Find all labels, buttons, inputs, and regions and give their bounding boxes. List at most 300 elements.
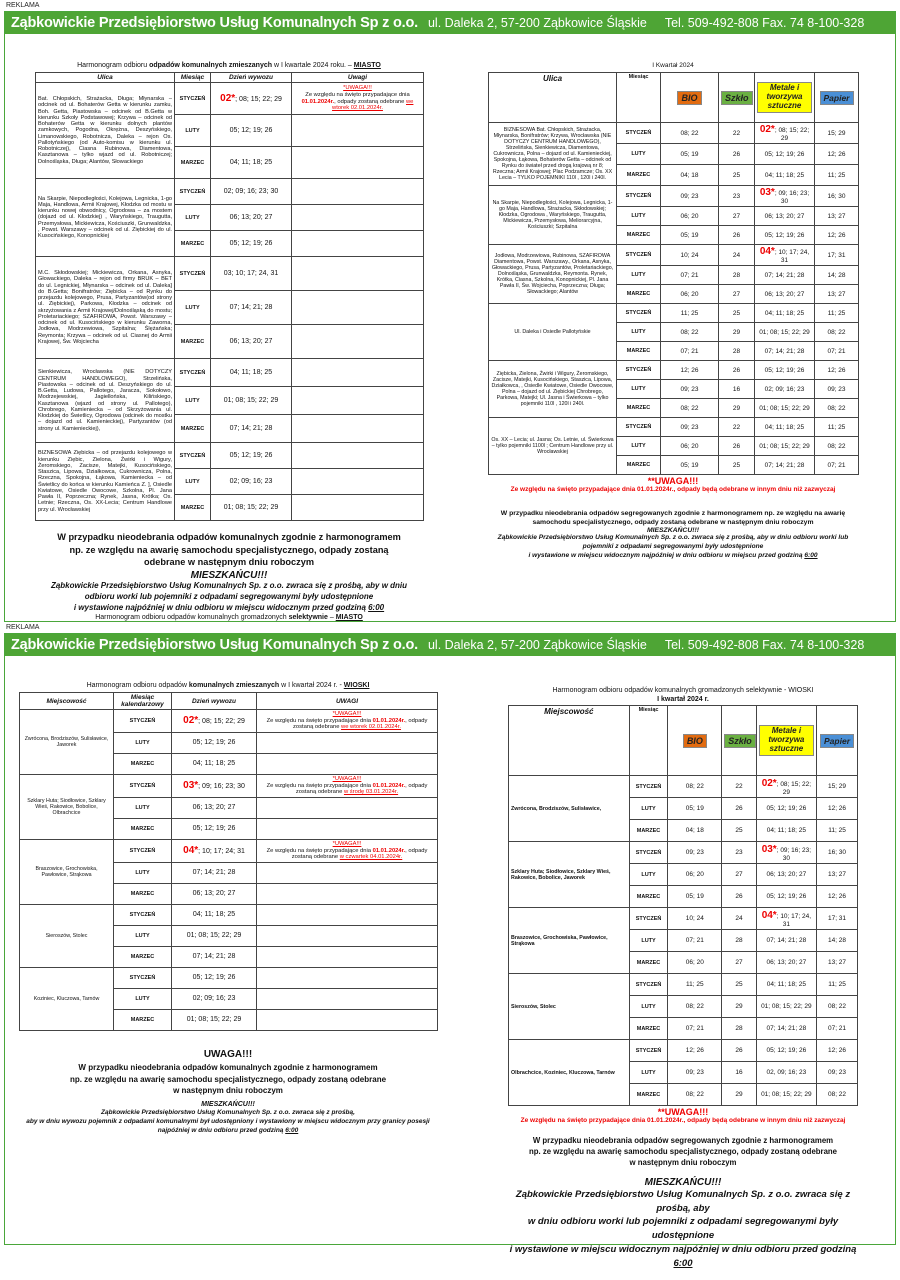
table-row [36, 83, 424, 115]
days-cell [172, 710, 257, 733]
month-cell: MARZEC [629, 952, 668, 974]
days-cell [172, 988, 257, 1009]
pickup-days: 05; 12; 19; 26 [764, 231, 805, 239]
month-cell: STYCZEŃ [175, 179, 211, 205]
header-row [36, 73, 424, 83]
month-cell: STYCZEŃ [114, 710, 172, 733]
holiday-notice [488, 476, 858, 493]
metal-plastic-label: Metale i tworzywa sztuczne [759, 725, 814, 755]
footer-text: Harmonogram odbioru odpadów komunalnych gromadzonych [95, 614, 289, 622]
note-cell [257, 967, 438, 988]
ad-bottom [4, 633, 896, 1269]
metal-plastic-days [755, 304, 815, 323]
bio-days: 11; 25 [668, 974, 722, 996]
glass-days: 23 [722, 842, 756, 864]
bio-days: 06; 20 [661, 207, 719, 226]
bio-days: 05; 19 [668, 886, 722, 908]
bio-days: 08; 22 [668, 776, 722, 798]
month-cell: MARZEC [617, 226, 661, 245]
days-cell [211, 495, 292, 521]
pickup-days: 02; 09; 16; 23; 30 [223, 188, 279, 195]
pickup-days: 04; 11; 18; 25 [764, 423, 805, 431]
holiday-day: 02* [759, 124, 775, 135]
pickup-days: 07; 14; 21; 28 [764, 461, 805, 469]
street-list: Bat. Chłopskich, Strażacka, Długa; Młynarska – odcinek od ul. Bohaterów Getta w kierunku zamku, Boh. Getta, Piastowska – odcinek od B.Getta w kierunku Szkoły Podstawowej; Krzywa – odcinek od Bohaterów Getta w kierunku dolnych plantów zamkowych, Pogodna, Okrężna, Deszyńskiego, Limanowskiego, Robotnicza, Daleka – rejon Os. Pallotyńskiego (od Auto-komisu w kierunku ul. Robotniczej), Ciasna Rubinowa, Diamentowa, Kasztanowa – tylko wjazd od ul. Robotniczej; Dolnośląska, Długa; Alantów, Słowackiego [36, 83, 175, 179]
bio-days: 11; 25 [661, 304, 719, 323]
days-cell [211, 359, 292, 387]
pickup-days: 06; 13; 20; 27 [229, 338, 273, 345]
month-cell: STYCZEŃ [175, 257, 211, 291]
paper-days: 09; 23 [817, 1062, 858, 1084]
footer-notice [19, 1049, 437, 1135]
note-date: 01.01.2024r. [372, 782, 406, 789]
note-cell [292, 415, 424, 443]
glass-days: 28 [719, 266, 755, 285]
days-cell [172, 862, 257, 883]
deadline-time: 6:00 [673, 1257, 693, 1269]
table-row [20, 839, 438, 862]
street-list: Na Skarpie, Niepodległości, Kolejowa, Legnicka, 1-go Maja, Handlowa, Strażacka, Skłodowskiej; Kłodzka, Ogrodowa , Waryńskiego, Traugutta, Mickiewicza, Przemysłowa, Meliorarcyjna, Kościuszki; Szpitalna [489, 186, 617, 245]
note-cell [257, 818, 438, 839]
pickup-days: 04; 11; 18; 25 [229, 369, 273, 376]
note-text: Ze względu na święto przypadające dnia [266, 847, 373, 854]
pickup-days: 02, 09; 16; 23 [766, 1069, 807, 1077]
pickup-days: 06; 13; 20; 27 [764, 290, 805, 298]
days-cell [172, 818, 257, 839]
days-cell [172, 925, 257, 946]
glass-days: 24 [719, 245, 755, 266]
company-name: Ząbkowickie Przedsiębiorstwo Usług Komunalnych Sp z o.o. [11, 15, 418, 31]
pickup-days: 05; 12; 19; 26 [766, 805, 807, 813]
month-cell: LUTY [114, 988, 172, 1009]
banner [5, 12, 895, 34]
bio-days: 08; 22 [668, 996, 722, 1018]
month-cell: MARZEC [175, 147, 211, 179]
table-row [509, 842, 858, 864]
metal-plastic-days [755, 186, 815, 207]
metal-plastic-days [755, 380, 815, 399]
footer-notice [488, 509, 858, 561]
metal-plastic-days [756, 1018, 816, 1040]
footer-line: odebrane w następnym dniu roboczym [144, 557, 314, 568]
table-row [489, 123, 859, 144]
column-header: Miesiąc [629, 706, 668, 776]
note-date-u: w czwartek 04.01.2024r. [339, 854, 403, 861]
month-cell: LUTY [114, 732, 172, 753]
street-list: Ziębicka, Zielona, Żwirki i Wigury, Żeromskiego, Zacisze, Matejki, Kusocińskiego, Staszica, Lipowa, Działkowca, , Osiedle Kwiatowe, Osiedle Owocowe, Polna – dojazd od ul. Ziębickiej Chrobrego, Parkowa, Matejki; Ul. Jasna i Świerkowa – tylko pojemniki 110l , 120l i 240l. [489, 361, 617, 418]
note-cell [257, 883, 438, 904]
glass-days: 29 [719, 323, 755, 342]
holiday-day: 04* [759, 246, 775, 257]
place-list: Szklary Huta; Siodłowice, Szklary Wieś, Rakowice, Bobolice, Jaworek [509, 842, 630, 908]
pickup-days: 01; 08; 15; 22; 29 [761, 1003, 812, 1011]
schedule-title [508, 686, 858, 704]
bio-days: 08; 22 [668, 1084, 722, 1106]
month-cell: STYCZEŃ [175, 443, 211, 469]
schedule-title: I Kwartał 2024 [652, 62, 694, 69]
table-row [509, 908, 858, 930]
month-cell: LUTY [175, 205, 211, 231]
header-row [509, 706, 858, 776]
metal-plastic-days [755, 245, 815, 266]
days-cell [172, 967, 257, 988]
note-cell [292, 469, 424, 495]
paper-days: 11; 25 [817, 820, 858, 842]
note-cell [257, 946, 438, 967]
month-cell: STYCZEŃ [175, 359, 211, 387]
header-row [489, 73, 859, 123]
month-cell: LUTY [629, 798, 668, 820]
pickup-days: 07; 14; 21; 28 [192, 953, 236, 961]
month-cell: MARZEC [114, 946, 172, 967]
paper-days: 12; 26 [815, 226, 859, 245]
column-header: Miejscowość [20, 693, 114, 710]
city-mixed-schedule [35, 62, 423, 621]
metal-plastic-days [755, 165, 815, 186]
note-text: Ze względu na święto przypadające dnia [266, 717, 373, 724]
title-period: I kwartał 2024 r. [657, 696, 709, 704]
table-row [509, 1040, 858, 1062]
month-cell: LUTY [617, 323, 661, 342]
note-text: , odpady zostaną odebrane [291, 847, 428, 861]
column-header: Miesiąc [175, 73, 211, 83]
note-cell [292, 325, 424, 359]
paper-days: 12; 26 [817, 886, 858, 908]
footer-line: Ząbkowickie Przedsiębiorstwo Usług Komunalnych Sp. z o.o. zwraca się z prośbą, aby w dniu [50, 581, 408, 591]
column-header: Ulica [36, 73, 175, 83]
bio-days: 09; 23 [661, 186, 719, 207]
note-cell [292, 291, 424, 325]
place-list: Sieroszów, Stolec [509, 974, 630, 1040]
column-header [815, 73, 859, 123]
title-text: Harmonogram odbioru odpadów komunalnych gromadzonych selektywnie - WIOSKI [552, 687, 814, 694]
days-cell [172, 1009, 257, 1030]
bio-days: 05; 19 [668, 798, 722, 820]
pickup-days: 07; 14; 21; 28 [229, 304, 273, 311]
paper-days: 13; 27 [817, 864, 858, 886]
month-cell: LUTY [175, 291, 211, 325]
pickup-days: ; 08; 15; 22; 29 [235, 96, 282, 103]
column-header: Dzień wywozu [211, 73, 292, 83]
paper-days: 13; 27 [817, 952, 858, 974]
table-row [489, 245, 859, 266]
bio-days: 08; 22 [661, 123, 719, 144]
month-cell: STYCZEŃ [114, 774, 172, 797]
glass-days: 16 [719, 380, 755, 399]
days-cell [211, 179, 292, 205]
table-row [20, 904, 438, 925]
street-list: Os. XX – Lecia; ul. Jasna; Os. Letnie, ul. Świerkowa – tylko pojemniki 1100l ; Centrum Handlowe przy ul. Wrocławskiej [489, 418, 617, 475]
street-list: Jodłowa, Modrzewiowa, Rubinowa, SZAFIROWA Diamentowa, Powst. Warszawy., Orkana, Asnyka, Głowackiego, Prusa, Partyzantów, Proletariackiego, Dolnośląska, Grunwaldzka, Reymonta. Rynek, Krótka, Ciasna, Szkolna, Konopnickiej, Pl. Jana Pawła II, Św. Wojciecha, Poprzeczna; Długa; Słowackiego; Alantów [489, 245, 617, 304]
reklama-label: REKLAMA [6, 624, 40, 631]
bio-days: 05; 19 [661, 226, 719, 245]
bio-label: BIO [677, 91, 701, 105]
pickup-days: 04; 11; 18; 25 [192, 911, 236, 919]
bio-days: 12; 26 [661, 361, 719, 380]
glass-days: 25 [722, 820, 756, 842]
banner [5, 634, 895, 656]
note-date: 01.01.2024r. [372, 717, 406, 724]
days-cell [211, 83, 292, 115]
footer-last: Harmonogram odbioru odpadów komunalnych gromadzonych selektywnie – MIASTO [95, 614, 363, 622]
uwaga-note: Ze względu na święto przypadające dnia 01.01.2024r., odpady będą odebrane w innym dniu niż zazwyczaj [520, 1117, 846, 1125]
pickup-days: 05; 12; 19; 26 [766, 893, 807, 901]
days-cell [172, 774, 257, 797]
pickup-days: ; 10; 17; 24; 31 [198, 848, 245, 856]
note-cell [292, 179, 424, 205]
place-list: Zwrócona, Brodziszów, Sulisławice, [509, 776, 630, 842]
metal-plastic-days [755, 207, 815, 226]
pickup-days: 01; 08; 15; 22; 29 [761, 1091, 812, 1099]
paper-days: 17; 31 [815, 245, 859, 266]
pickup-days: 05; 12; 19; 26 [229, 240, 273, 247]
pickup-days: 06; 13; 20; 27 [766, 959, 807, 967]
footer-bold: selektywnie [288, 614, 328, 622]
bio-days: 07; 21 [668, 1018, 722, 1040]
footer-line: W przypadku nieodebrania odpadów segregowanych zgodnie z harmonogramem [532, 1136, 834, 1146]
schedule-table [19, 692, 438, 1031]
column-header: UWAGI [257, 693, 438, 710]
place-list: Olbrachcice, Koziniec, Kluczowa, Tarnów [509, 1040, 630, 1106]
footer-line: najpóźniej w dniu odbioru przed godziną [157, 1126, 286, 1134]
note-cell [257, 1009, 438, 1030]
glass-days: 27 [722, 864, 756, 886]
street-list: Na Skarpie, Niepodległości, Kolejowa, Legnicka, 1-go Maja, Handlowa, Armii Krajowej, Kłodzka od mostu w kierunku nowej obwodnicy, Ogrodowa – za mostem (dojazd od ul. Kłodzkiej) , Waryńskiego, Traugutta, Przemysłowa, Mickiewicza, Kościuszki, Grunwaldzka, , Powst. Warszawy – odcinek od ul. Ziębickiej do ul. Kusocińskiego, Konopnickiej [36, 179, 175, 257]
street-list: BIZNESOWA Ziębicka – od przejazdu kolejowego w kierunku Ziębic, Zielona, Żwirki i Wigury, Żeromskiego, Zacisze, Matejki, Kusocińskiego, Staszica, Lipowa, Działkowca, Cukrownicza, Polna, Rzeczna, Spokojna, Łąkowa, Kamieniecka – od Świetlicy do końca w kierunku Kamieńca Z. ], Osiedle Kwiatowe, Osiedle Owocowe, Szkolna, Pl. Jana Pawła II, Poprzeczna; Rynek, Jasna, Krótka; Os. Letnie; Rzeczna, Os. XX-Lecia; Centrum Handlowe przy ul. Wrocławskiej [36, 443, 175, 521]
column-header: Dzień wywozu [172, 693, 257, 710]
metal-plastic-days [756, 974, 816, 996]
pickup-days: 02; 09; 16; 23 [192, 995, 236, 1003]
metal-plastic-days [756, 996, 816, 1018]
note-cell [292, 495, 424, 521]
glass-days: 16 [722, 1062, 756, 1084]
paper-days: 11; 25 [815, 304, 859, 323]
glass-days: 29 [719, 399, 755, 418]
bio-days: 07; 21 [668, 930, 722, 952]
bio-days: 09; 23 [661, 418, 719, 437]
place-list: Braszowice, Grochowiska, Pawłowice, Strąkowa [20, 839, 114, 904]
bio-days: 05; 19 [661, 456, 719, 475]
metal-plastic-label: Metale i tworzywa sztuczne [757, 82, 812, 112]
company-address: ul. Daleka 2, 57-200 Ząbkowice Śląskie [427, 16, 647, 30]
note-cell [292, 257, 424, 291]
footer-line: Ząbkowickie Przedsiębiorstwo Usług Komunalnych Sp. z o.o. zwraca się z prośbą, aby [515, 1188, 851, 1214]
month-cell: STYCZEŃ [617, 361, 661, 380]
metal-plastic-days [755, 323, 815, 342]
month-cell: LUTY [617, 207, 661, 226]
paper-days: 08; 22 [815, 437, 859, 456]
paper-label: Papier [820, 734, 854, 748]
month-cell: STYCZEŃ [175, 83, 211, 115]
month-cell: MARZEC [617, 285, 661, 304]
pickup-days: ; 10; 17; 24, 31 [774, 249, 810, 264]
table-row [489, 186, 859, 207]
month-cell: STYCZEŃ [629, 776, 668, 798]
paper-days: 08; 22 [817, 996, 858, 1018]
month-cell: MARZEC [629, 1084, 668, 1106]
street-list: M.C. Skłodowskiej; Mickiewicza, Orkana, Asnyka, Głowackiego, Daleka – rejon od firmy BRUK – BET do ul. Legnickiej, Młynarska – odcinek od ul. Daleka] do B.Getta; Bonifratrów; Ziębicka – od Rynku do przejazdu kolejowego, Prusa, Partyzantów(od strony ul. Ziębickiej), Parkowa, Kłodzka – odcinek od skrzyżowania z Armii Krajowej/Dolnośląską do mostu; Proletariackiego; SZAFIROWA, Powst. Warszawy – odcinek od ul. Kusocińskiego w kierunku Zaworna, Jodłowa, Modrzewiowa, Szpitalna; Ślężańska; Reymonta; Krzywa – odcinek od ul. Ciasnej do Armii Krajowej, Św. Wojciecha [36, 257, 175, 359]
footer-line: aby w dniu wywozu pojemnik z odpadami komunalnymi był udostępniony i wystawiony w miejscu widocznym przy granicy posesji [26, 1117, 430, 1125]
glass-days: 25 [719, 304, 755, 323]
days-cell [211, 115, 292, 147]
days-cell [172, 732, 257, 753]
paper-days: 08; 22 [815, 323, 859, 342]
title-text: Harmonogram odbioru [77, 62, 150, 69]
glass-days: 23 [719, 186, 755, 207]
month-cell: STYCZEŃ [617, 123, 661, 144]
month-cell: LUTY [175, 387, 211, 415]
month-cell: LUTY [629, 930, 668, 952]
glass-days: 26 [722, 1040, 756, 1062]
column-header: Miejscowość [509, 706, 630, 776]
note-head: *UWAGA!!! [332, 775, 362, 782]
table-row [36, 359, 424, 387]
table-row [36, 443, 424, 469]
pickup-days: 01; 08; 15; 22; 29 [223, 397, 279, 404]
segregated-table [488, 72, 859, 475]
footer-area: MIASTO [335, 614, 363, 622]
deadline-time: 6:00 [285, 1126, 299, 1134]
note-head: *UWAGA!!! [332, 711, 362, 717]
column-header [719, 73, 755, 123]
metal-plastic-days [755, 456, 815, 475]
note-cell [257, 904, 438, 925]
footer-line: w następnym dniu roboczym [629, 1158, 737, 1167]
table-row [20, 710, 438, 733]
month-cell: MARZEC [617, 165, 661, 186]
place-list: Szklary Huta; Siodłowice, Szklary Wieś, Rakowice, Bobolice, Olbrachcice [20, 774, 114, 839]
title-text: w I kwartale 2024 roku. – [272, 62, 354, 69]
column-header [722, 706, 756, 776]
pickup-days: 07; 14; 21; 28 [764, 271, 805, 279]
company-phone: Tel. 509-492-808 Fax. 74 8-100-328 [664, 16, 865, 30]
month-cell: STYCZEŃ [629, 908, 668, 930]
header-row [20, 693, 438, 710]
street-list: Ul. Daleka i Osiedle Pallotyńskie [489, 304, 617, 361]
paper-days: 08; 22 [815, 399, 859, 418]
month-cell: MARZEC [617, 399, 661, 418]
metal-plastic-days [756, 1084, 816, 1106]
pickup-days: 02; 09; 16; 23 [229, 478, 273, 485]
days-cell [172, 883, 257, 904]
glass-days: 25 [719, 165, 755, 186]
pickup-days: 01; 08; 15; 22; 29 [759, 404, 810, 412]
bio-days: 10; 24 [661, 245, 719, 266]
uwaga-heading: **UWAGA!!! [647, 476, 699, 486]
month-cell: MARZEC [175, 415, 211, 443]
note-cell [292, 83, 424, 115]
bio-days: 07; 21 [661, 266, 719, 285]
glass-days: 22 [719, 123, 755, 144]
place-list: Sieroszów, Stolec [20, 904, 114, 967]
pickup-days: 05; 12; 19; 26 [192, 825, 236, 833]
column-header [668, 706, 722, 776]
pickup-days: 07; 14; 21; 28 [766, 1025, 807, 1033]
note-cell [292, 115, 424, 147]
metal-plastic-days [755, 418, 815, 437]
month-cell: MARZEC [629, 820, 668, 842]
month-cell: MARZEC [617, 342, 661, 361]
paper-days: 12; 26 [815, 144, 859, 165]
holiday-day: 03* [759, 187, 775, 198]
month-cell: MARZEC [114, 753, 172, 774]
month-cell: LUTY [114, 862, 172, 883]
glass-label: Szkło [724, 734, 756, 748]
glass-days: 28 [719, 342, 755, 361]
footer-line: odbioru worki lub pojemniki z odpadami segregowanymi były udostępnione [84, 591, 374, 601]
metal-plastic-days [755, 285, 815, 304]
metal-plastic-days [756, 908, 816, 930]
month-cell: LUTY [617, 437, 661, 456]
footer-line: W przypadku nieodebrania odpadów komunalnych zgodnie z harmonogramem [78, 1062, 378, 1072]
company-phone: Tel. 509-492-808 Fax. 74 8-100-328 [664, 638, 865, 652]
month-cell: MARZEC [114, 1009, 172, 1030]
paper-days: 15; 29 [815, 123, 859, 144]
month-cell: MARZEC [175, 325, 211, 359]
month-cell: LUTY [114, 797, 172, 818]
metal-plastic-days [756, 798, 816, 820]
note-cell [257, 797, 438, 818]
pickup-days: 06; 13; 20; 27 [764, 212, 805, 220]
paper-days: 07; 21 [817, 1018, 858, 1040]
pickup-days: 05; 12; 19; 26 [764, 366, 805, 374]
paper-days: 08; 22 [817, 1084, 858, 1106]
paper-label: Papier [820, 91, 854, 105]
paper-days: 11; 25 [817, 974, 858, 996]
footer-line: w dniu odbioru worki lub pojemniki z odpadami segregowanymi były udostępnione [527, 1216, 839, 1242]
title-bold: odpadów komunalnych zmieszanych [149, 62, 273, 69]
pickup-days: ; 09; 16; 23; 30 [774, 190, 810, 205]
metal-plastic-days [755, 266, 815, 285]
footer-notice [508, 1136, 858, 1270]
pickup-days: 07; 14; 21; 28 [766, 937, 807, 945]
pickup-days: 05; 12; 19; 26 [766, 1047, 807, 1055]
paper-days: 14; 28 [815, 266, 859, 285]
month-cell: LUTY [629, 996, 668, 1018]
pickup-days: ; 09; 16; 23; 30 [198, 783, 245, 791]
glass-days: 26 [719, 144, 755, 165]
bio-days: 06; 20 [661, 285, 719, 304]
days-cell [211, 205, 292, 231]
paper-days: 12; 26 [817, 1040, 858, 1062]
month-cell: STYCZEŃ [629, 1040, 668, 1062]
place-list: Koziniec, Kluczowa, Tarnów [20, 967, 114, 1030]
pickup-days: 04; 11; 18; 25 [764, 171, 805, 179]
month-cell: MARZEC [114, 818, 172, 839]
month-cell: LUTY [175, 469, 211, 495]
pickup-days: 07; 14; 21; 28 [764, 347, 805, 355]
holiday-day: 02* [761, 777, 777, 789]
table-row [20, 774, 438, 797]
glass-days: 25 [722, 974, 756, 996]
bio-days: 06; 20 [668, 864, 722, 886]
title-area: MIASTO [353, 62, 381, 69]
bio-days: 07; 21 [661, 342, 719, 361]
metal-plastic-days [756, 864, 816, 886]
note-text: Ze względu na święto przypadające dnia [266, 782, 373, 789]
metal-plastic-days [756, 930, 816, 952]
days-cell [211, 443, 292, 469]
note-head: *UWAGA!!! [343, 85, 372, 92]
days-cell [211, 469, 292, 495]
pickup-days: ; 08; 15; 22; 29 [198, 718, 245, 726]
holiday-day: 04* [183, 845, 199, 857]
reklama-label: REKLAMA [6, 2, 40, 9]
glass-days: 22 [719, 418, 755, 437]
footer-line: i wystawione najpóźniej w dniu odbioru w miejscu widocznym przed godziną [73, 602, 369, 612]
note-date: 01.01.2024r. [301, 98, 335, 105]
days-cell [211, 257, 292, 291]
